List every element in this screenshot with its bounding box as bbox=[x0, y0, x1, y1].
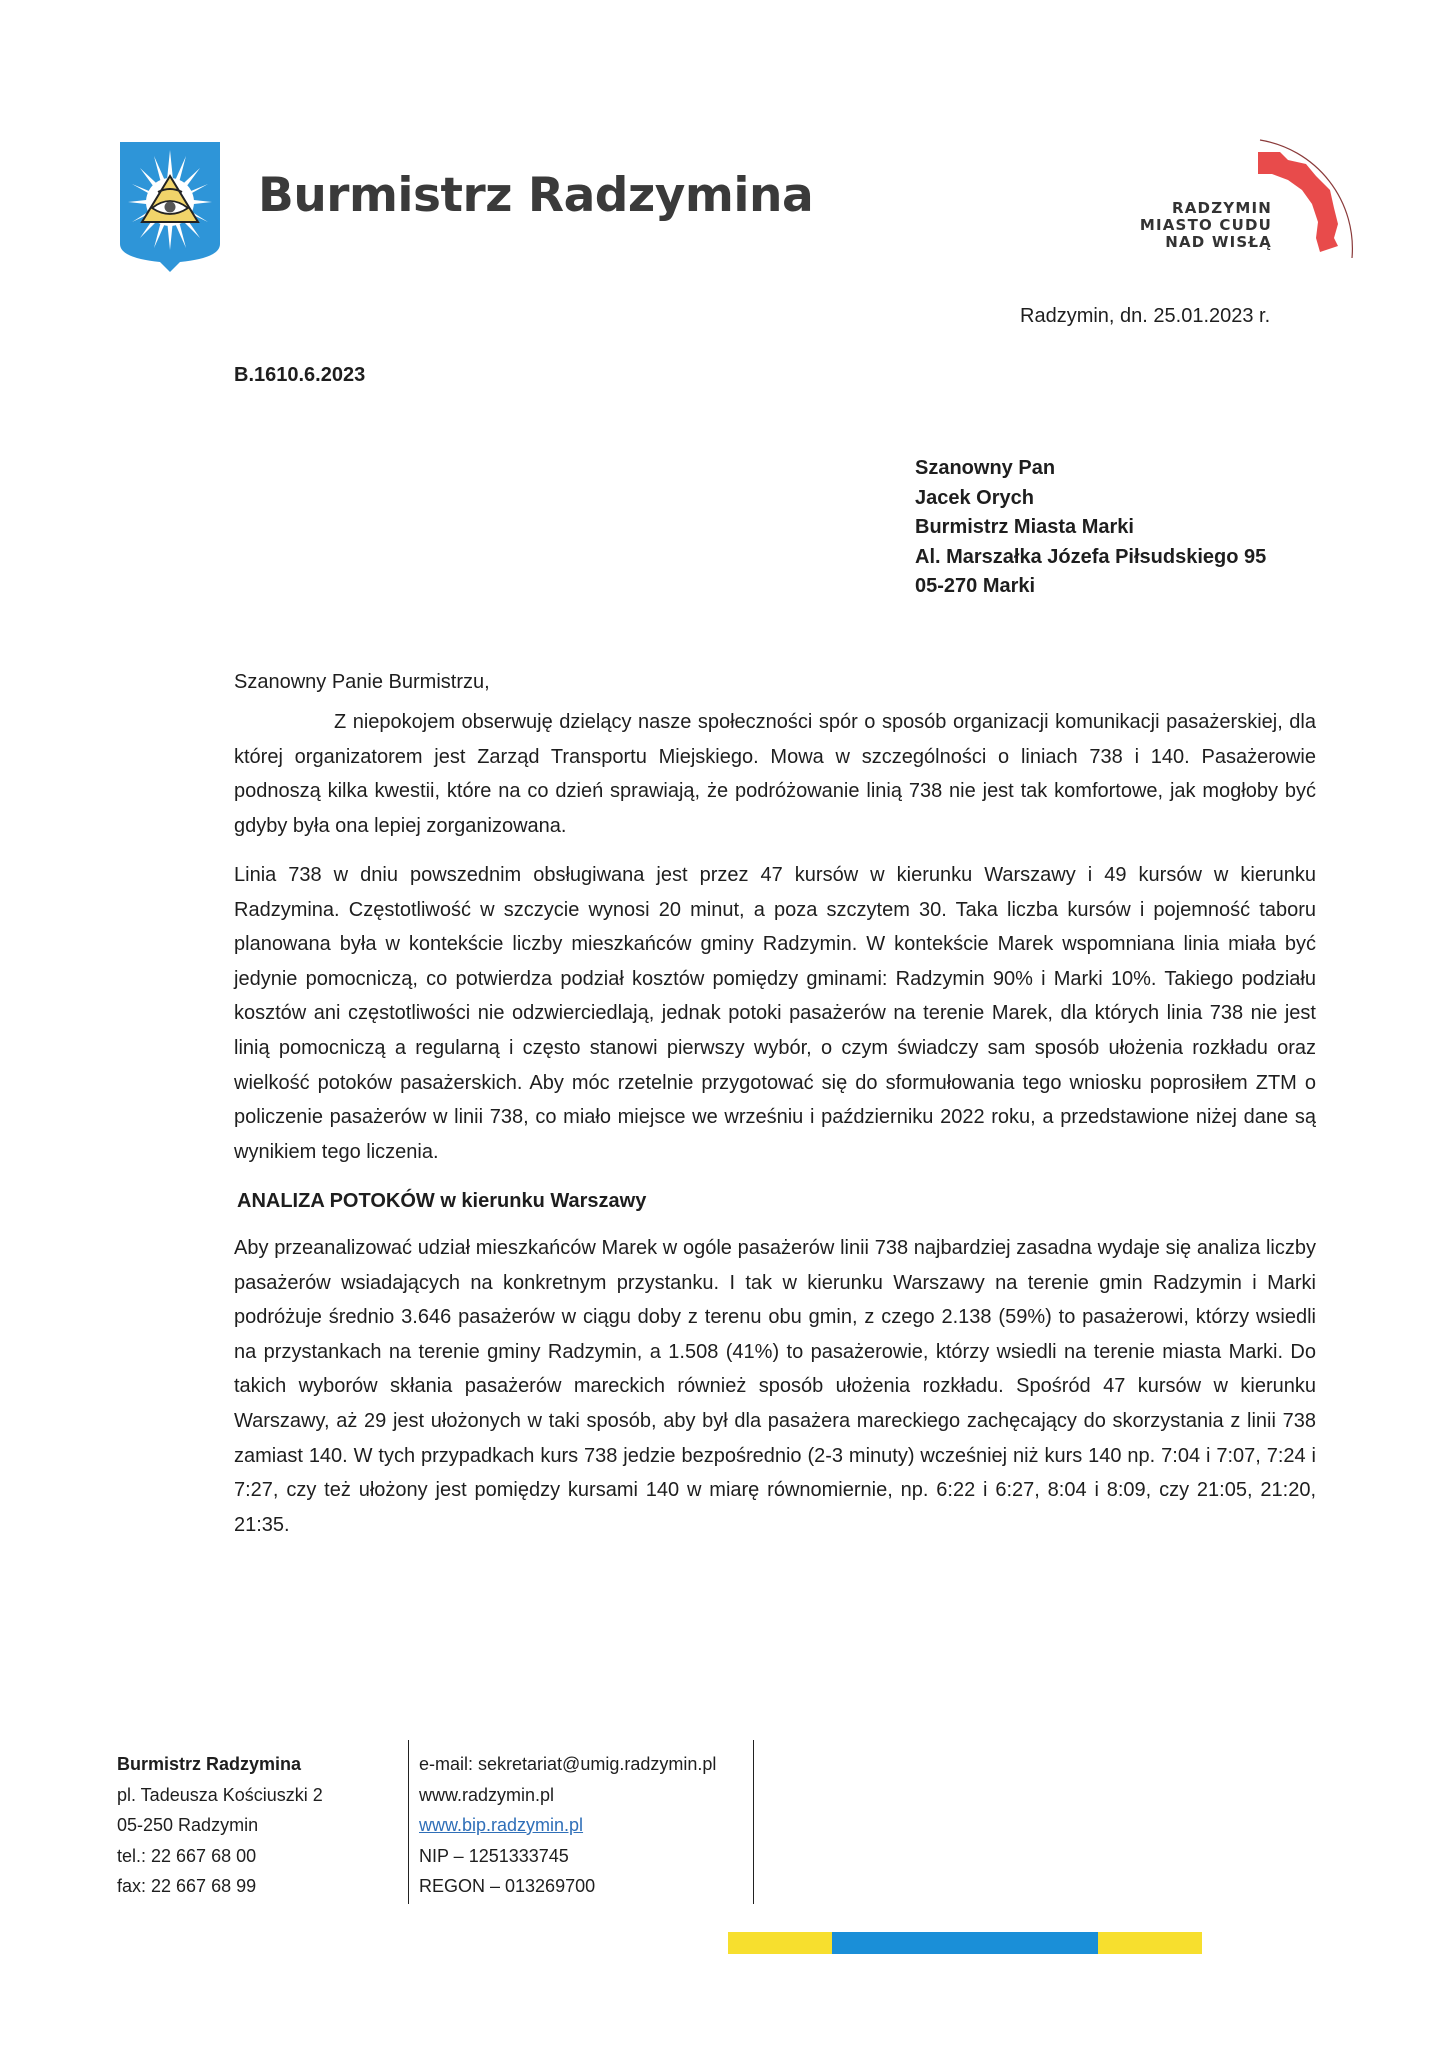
recipient-line: Jacek Orych bbox=[915, 486, 1034, 509]
footer-phone: tel.: 22 667 68 00 bbox=[117, 1845, 257, 1866]
letter-date: Radzymin, dn. 25.01.2023 r. bbox=[1020, 305, 1271, 327]
recipient-line: Szanowny Pan bbox=[915, 457, 1056, 479]
recipient-line: Al. Marszałka Józefa Piłsudskiego 95 bbox=[915, 545, 1267, 568]
footer-org-name: Burmistrz Radzymina bbox=[117, 1754, 302, 1774]
footer-street: pl. Tadeusza Kościuszki 2 bbox=[117, 1784, 323, 1805]
reference-number: B.1610.6.2023 bbox=[234, 364, 366, 386]
paragraph-line-738 bbox=[234, 858, 1316, 1180]
org-title: Burmistrz Radzymina bbox=[258, 168, 814, 223]
slogan-text: RADZYMIN MIASTO CUDU NAD WISŁĄ bbox=[1139, 199, 1272, 251]
paragraph: Linia 738 w dniu powszednim obsługiwana jest przez 47 kursów w kierunku Warszawy i 49 kursów w kierunku Radzymina. Częstotliwość w szczycie wynosi 20 minut, a poza szczytem 30. Taka liczba kursów i pojemność taboru planowana była w kontekście liczby mieszkańców gminy Radzymin. W kontekście Marek wspomniana linia miała być jedynie pomocniczą, co potwierdza podział kosztów pomiędzy gminami: Radzymin 90% i Marki 10%. Takiego podziału kosztów ani częstotliwości nie odzwierciedlają, jednak potoki pasażerów na terenie Marek, dla których linia 738 nie jest linią pomocniczą a regularną i często stanowi pierwszy wybór, o czym świadczy sam sposób ułożenia rozkładu oraz wielkość potoków pasażerskich. Aby móc rzetelnie przygotować się do sformułowania tego wniosku poprosiłem ZTM o policzenie pasażerów w linii 738, co miało miejsce we wrześniu i październiku 2022 roku, a przedstawione niżej dane są wynikiem tego liczenia. bbox=[234, 864, 1316, 1163]
recipient-line: Burmistrz Miasta Marki bbox=[915, 516, 1134, 538]
salutation: Szanowny Panie Burmistrzu, bbox=[234, 671, 490, 693]
footer-fax: fax: 22 667 68 99 bbox=[117, 1876, 257, 1896]
footer-email[interactable]: e-mail: sekretariat@umig.radzymin.pl bbox=[419, 1754, 717, 1774]
recipient-address bbox=[915, 454, 1266, 602]
footer-contact bbox=[408, 1740, 754, 1904]
footer-color-bar bbox=[728, 1932, 1318, 1954]
paragraph-intro bbox=[234, 705, 1316, 854]
footer-website-link[interactable]: www.radzymin.pl bbox=[419, 1784, 555, 1805]
footer-nip: NIP – 1251333745 bbox=[419, 1845, 569, 1866]
color-bar-blue bbox=[832, 1932, 1098, 1954]
footer-city: 05-250 Radzymin bbox=[117, 1815, 259, 1835]
section-heading: ANALIZA POTOKÓW w kierunku Warszawy bbox=[237, 1190, 647, 1212]
paragraph: Aby przeanalizować udział mieszkańców Marek w ogóle pasażerów linii 738 najbardziej zasadna wydaje się analiza liczby pasażerów wsiadających na konkretnym przystanku. I tak w kierunku Warszawy na terenie gmin Radzymin i Marki podróżuje średnio 3.646 pasażerów w ciągu doby z terenu obu gmin, z czego 2.138 (59%) to pasażerowi, którzy wsiedli na przystankach na terenie gminy Radzymin, a 1.508 (41%) to pasażerowie, którzy wsiedli na terenie miasta Marki. Do takich wyborów skłania pasażerów mareckich również sposób ułożenia rozkładu. Spośród 47 kursów w kierunku Warszawy, aż 29 jest ułożonych w taki sposób, aby był dla pasażera mareckiego zachęcający do skorzystania z linii 738 zamiast 140. W tych przypadkach kurs 738 jedzie bezpośrednio (2-3 minuty) wcześniej niż kurs 140 np. 7:04 i 7:07, 7:24 i 7:27, czy też ułożony jest pomiędzy kursami 140 w miarę równomiernie, np. 6:22 i 6:27, 8:04 i 8:09, czy 21:05, 21:20, 21:35. bbox=[234, 1237, 1316, 1536]
paragraph-analysis bbox=[234, 1231, 1316, 1553]
slogan-logo bbox=[1120, 128, 1360, 278]
paragraph: Z niepokojem obserwuję dzielący nasze społeczności spór o sposób organizacji komunikacji pasażerskiej, dla której organizatorem jest Zarząd Transportu Miejskiego. Mowa w szczególności o liniach 738 i 140. Pasażerowie podnoszą kilka kwestii, które na co dzień sprawiają, że podróżowanie linią 738 nie jest tak komfortowe, jak mogłoby być gdyby była ona lepiej zorganizowana. bbox=[234, 711, 1316, 837]
recipient-line: 05-270 Marki bbox=[915, 575, 1036, 597]
coat-of-arms-icon bbox=[118, 140, 222, 274]
footer-regon: REGON – 013269700 bbox=[419, 1876, 596, 1896]
color-bar-yellow-right bbox=[1098, 1932, 1202, 1954]
color-bar-yellow-left bbox=[728, 1932, 832, 1954]
footer-address bbox=[117, 1749, 323, 1902]
footer-bip-link[interactable]: www.bip.radzymin.pl bbox=[419, 1815, 584, 1835]
